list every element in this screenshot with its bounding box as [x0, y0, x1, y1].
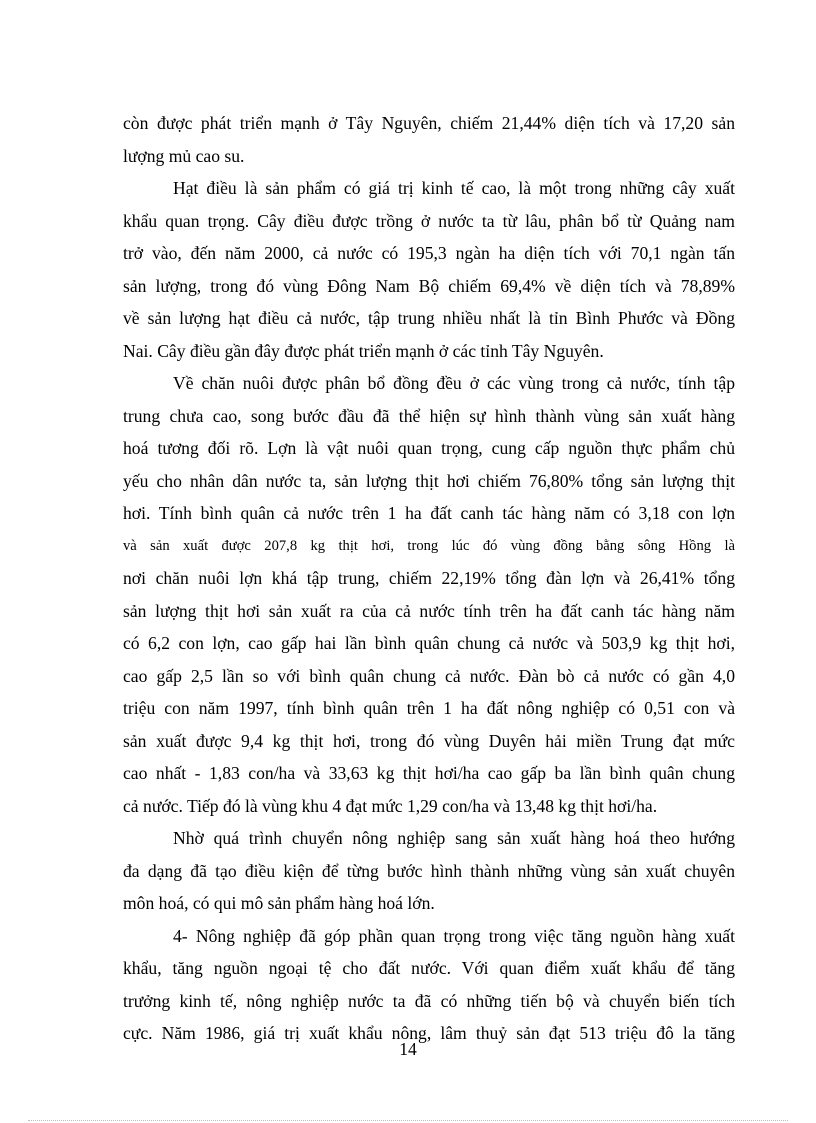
text-line: nơi chăn nuôi lợn khá tập trung, chiếm 22,19% tổng đàn lợn và 26,41% tổng	[123, 568, 735, 588]
text-line: khẩu, tăng nguồn ngoại tệ cho đất nước. Với quan điểm xuất khẩu để tăng	[123, 958, 735, 978]
text-line: Nai. Cây điều gần đây được phát triển mạnh ở các tỉnh Tây Nguyên.	[123, 340, 604, 361]
text-line: lượng mủ cao su.	[123, 145, 245, 166]
text-line: Hạt điều là sản phẩm có giá trị kinh tế cao, là một trong những cây xuất	[173, 178, 735, 198]
text-line: khẩu quan trọng. Cây điều được trồng ở nước ta từ lâu, phân bổ từ Quảng nam	[123, 210, 735, 231]
paragraph-commodity-regions	[123, 822, 735, 920]
document-body	[123, 107, 735, 1050]
text-line: triệu con năm 1997, tính bình quân trên 1 ha đất nông nghiệp có 0,51 con và	[123, 698, 735, 718]
text-line: sản xuất được 9,4 kg thịt hơi, trong đó vùng Duyên hải miền Trung đạt mức	[123, 730, 735, 751]
text-line: về sản lượng hạt điều cả nước, tập trung nhiều nhất là tỉn Bình Phước và Đồng	[123, 308, 735, 328]
text-line: hơi. Tính bình quân cả nước trên 1 ha đất canh tác hàng năm có 3,18 con lợn	[123, 503, 735, 523]
text-line: cả nước. Tiếp đó là vùng khu 4 đạt mức 1,29 con/ha và 13,48 kg thịt hơi/ha.	[123, 795, 658, 816]
page-bottom-divider	[28, 1120, 788, 1121]
paragraph-exports	[123, 920, 735, 1050]
text-line: hoá tương đối rõ. Lợn là vật nuôi quan trọng, cung cấp nguồn thực phẩm chủ	[123, 438, 735, 458]
text-line: và sản xuất được 207,8 kg thịt hơi, trong lúc đó vùng đồng bằng sông Hồng là	[123, 537, 735, 554]
text-line: yếu cho nhân dân nước ta, sản lượng thịt hơi chiếm 76,80% tổng sản lượng thịt	[123, 470, 735, 491]
text-line: cao gấp 2,5 lần so với bình quân chung cả nước. Đàn bò cả nước có gần 4,0	[123, 665, 735, 686]
page-number: 14	[399, 1039, 417, 1059]
text-line: có 6,2 con lợn, cao gấp hai lần bình quân chung cả nước và 503,9 kg thịt hơi,	[123, 633, 735, 653]
text-line: trở vào, đến năm 2000, cả nước có 195,3 ngàn ha diện tích với 70,1 ngàn tấn	[123, 243, 735, 263]
text-line: 4- Nông nghiệp đã góp phần quan trọng trong việc tăng nguồn hàng xuất	[173, 925, 735, 946]
text-line: đa dạng đã tạo điều kiện để từng bước hình thành những vùng sản xuất chuyên	[123, 860, 735, 881]
paragraph-livestock	[123, 367, 735, 822]
text-line: trung chưa cao, song bước đầu đã thể hiện sự hình thành vùng sản xuất hàng	[123, 405, 735, 426]
text-line: cao nhất - 1,83 con/ha và 33,63 kg thịt hơi/ha cao gấp ba lần bình quân chung	[123, 763, 735, 783]
paragraph-rubber-continuation	[123, 107, 735, 172]
text-line: môn hoá, có qui mô sản phẩm hàng hoá lớn.	[123, 893, 435, 913]
text-line: cực. Năm 1986, giá trị xuất khẩu nông, lâm thuỷ sản đạt 513 triệu đô la tăng	[123, 1023, 735, 1043]
text-line: Nhờ quá trình chuyển nông nghiệp sang sản xuất hàng hoá theo hướng	[173, 828, 735, 848]
text-line: sản lượng, trong đó vùng Đông Nam Bộ chiếm 69,4% về diện tích và 78,89%	[123, 275, 735, 296]
text-line: Về chăn nuôi được phân bổ đồng đều ở các vùng trong cả nước, tính tập	[173, 373, 735, 393]
paragraph-cashew	[123, 172, 735, 367]
text-line: trưởng kinh tế, nông nghiệp nước ta đã có những tiến bộ và chuyển biến tích	[123, 990, 735, 1011]
text-line: sản lượng thịt hơi sản xuất ra của cả nước tính trên ha đất canh tác hàng năm	[123, 600, 735, 621]
text-line: còn được phát triển mạnh ở Tây Nguyên, chiếm 21,44% diện tích và 17,20 sản	[123, 113, 735, 133]
